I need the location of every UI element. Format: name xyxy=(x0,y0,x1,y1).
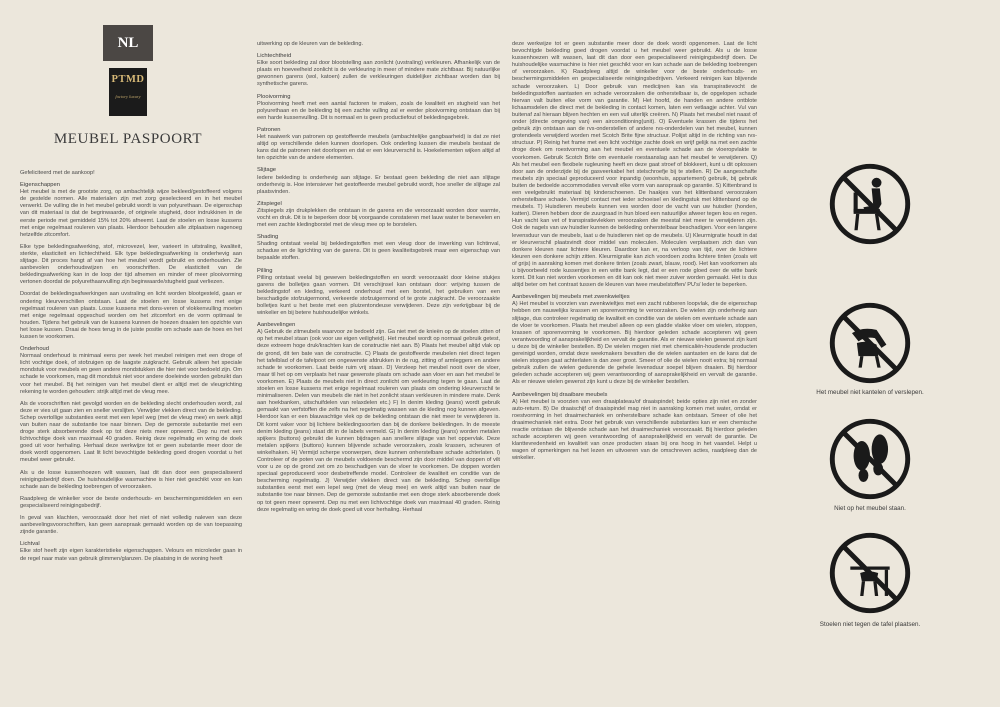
paragraph-text: A) Gebruik de zitmeubels waarvoor ze bedoeld zijn. Ga niet met de knieën op de stoelen zitten of op het meubel staan (ook voor uw eigen veiligheid). Het meubel wordt op normaal gebruik getest, deze extreem hoge druk/krachten kan de constructie niet aan. B) Plaats het meubel altijd vlak op de grond, dit ten bate van de constructie. C) Plaats de gestoffeerde meubelen niet direct tegen het tafelblad of de tafelpoot om ongewenste afdrukken in de rug, zitting of armleggers en andere schade te voorkomen. Laat beide ruim vrij staan. D) Verzleep het meubel nooit over de vloer, maar til het op om verplaats het naar gewenste plaats om schade aan vloer en aan het meubel te voorkomen. E) Plaats de meubels niet in direct zonlicht om verkleuring tegen te gaan. Laat de stoelen en losse kussens met enige regelmaat rouleren van plaats om ondering kleurverschil te minimaliseren. Delen van meubels die niet in het zonlicht staan verkleuren in mindere mate. Denk aan hoekbanken, uitschuifdelen van relaxdelen etc.) F) In denim kleding (jeans) wordt gebruik gemaakt van verfstoffen die zelfs na het regelmatig wassen van de kleding nog kunnen afgeven. Hierdoor kan er een blauwachtige vlek op de bekleding ontstaan die niet meer te verwijderen is. Dit komt vaker voor bij lichtere bekledingsoorten dan bij de donkere bekledingen. In de meeste denim kleding (jeans) staat dit in de labels vermeld. G) In denim kleding (jeans) worden metalen spijkers (buttons) gebruikt die kunnen bijdragen aan snellere slijtage van het oppervlak. Deze metalen spijkers (buttons) kunnen blijvende schade veroorzaken, zoals krassen, scheuren of winkelhaken. H) Vermijd scherpe voorwerpen, deze kunnen onherstelbare schade achterlaten. I) Controleer of de poten van de meubels voldoende beschermd zijn door middel van doppen of vilt voor u ze op de grond zet om zo beschadigen van de vloer te voorkomen. De doppen worden speciaal geproduceerd voor desbetreffende model. Controleer de kwaliteit en conditie van de bescherming regelmatig. J) Verwijder vlekken direct van de bekleding. Schep overtollige substanties eerst met een lepel weg (met de vleug mee) en werk altijd van buiten naar de substantie toe naar binnen. Dep de gemorste substantie met een droge sterk absorberende doek op tot geen meer opneemt. Dep nu met een lichtvochtige doek van maximaal 40 graden. Reinig deze regelmatig en wring de doek goed uit voor herhaling. Herhaal xyxy=(257,329,500,513)
text-column-1 xyxy=(20,170,242,568)
no-chair-against-table-icon xyxy=(829,532,911,614)
no-kneeling-on-chair-icon xyxy=(829,163,911,245)
paragraph xyxy=(20,515,242,536)
paragraph-text: A) Het meubel is voorzien van zwenkwieltjes met een zacht rubberen loopvlak, die de eigenschap hebben om nauwelijks krassen en sporenvorming te veroorzaken. De wielen zijn onderhevig aan slijtage, dus controleer regelmatig de kwaliteit en conditie van de wielen om eventuele schade aan de vloer te voorkomen. Plaats het meubel alleen op een gladde vlakke vloer om wielen, stoppen, krassen of sporenvorming te voorkomen. Bij hierdoor geleden schade accepteren wij geen verantwoording of aansprakelijkheid en vervalt de garantie. Als er nieuwe wielen gewenst zijn kunt u deze bij de winkelier bestellen. B) De wielen mogen niet met chemicaliën-houdende producten gereinigd worden, omdat deze weekmakers bevatten die de wielen aantasten en de kans dat de wielen stoppen gaat achterlaten is dan zeer groot. Smeer of olie de wielen nooit extra; bij normaal gebruik zullen de wielen gedurende de gehele levensduur soepel blijven draaien. Bij hierdoor geleden schade accepteren wij geen verantwoording of aansprakelijkheid en vervalt de garantie. Als er nieuwe wielen gewenst zijn kunt u deze bij de winkelier bestellen. xyxy=(512,301,757,386)
paragraph-text: Het meubel is met de grootste zorg, op ambachtelijk wijze bekleed/gestoffeerd volgens de gestelde normen. Alle materialen zijn met zorg geselecteerd en in het meubel verwerkt. De vulling die in het meubel gebruikt wordt is van polyurethaan. De eigenschap van dit materiaal is dat de begrinwaarde, of originele stugheid, door indrukkinen in de eerste periode met gemiddeld 15% tot 20% afneemt. Laat de stoelen en losse kussens met enige regelmaat rouleren van plaats. Hierdoor behouden alle zitplaatsen nagenoeg hetzelfde zitcomfort. xyxy=(20,189,242,238)
paragraph xyxy=(257,322,500,514)
page-title: MEUBEL PASPOORT xyxy=(53,131,203,147)
paragraph xyxy=(20,401,242,465)
section-heading: Aanbevelingen bij meubels met zwenkwieltjes xyxy=(512,294,630,301)
section-heading: Zitspiegel xyxy=(257,200,282,207)
paragraph-text: Elke type bekledingsafwerking, stof, microvezel, leer, varieert in uitstraling, kwaliteit, sterkte, elasticiteit en lichtechtheid. Elk type bekledingsafwerking is onderhevig aan slijtage. Dit proces hangt af van hoe het meubel wordt gebruikt en onderhouden. Zie aanbevolen onderhoudswijzen en voorschriften. De elasticiteit van de bekledingsafwerking kan in de loop der tijd afnemen en minder of meer plooivorming vertonen doordat de polyurethaanvulling zijn beginwaarde/stugheid gaat verliezen. xyxy=(20,243,242,286)
text-column-3 xyxy=(512,41,757,467)
icon-caption-2: Het meubel niet kantelen of verslepen. xyxy=(816,389,924,396)
paragraph xyxy=(257,268,500,318)
paragraph xyxy=(512,294,757,386)
paragraph xyxy=(512,392,757,463)
section-heading: Plooivorming xyxy=(257,93,291,100)
paragraph xyxy=(20,170,242,177)
language-tab: NL xyxy=(103,25,153,61)
paragraph xyxy=(20,470,242,491)
paragraph-text: Als u de losse kussenhoezen wilt wassen, laat dit dan door een gespecialiseerd reinigingsbedrijf doen. De huishoudelijke wasmachine is hier niet geschikt voor en kan schade aan de bekleding toebrengen of veroorzaken. xyxy=(20,469,242,490)
paragraph-text: Zitspiegels zijn drukplekken die ontstaan in de garens en die veroorzaakt worden door warmte, vocht en druk. Dit is te beperken door bij voorgaande constateren met lauw water te benevelen en met een zachte kledingborstel met de vleug mee op te borstelen. xyxy=(257,207,500,229)
logo-name: PTMD xyxy=(111,74,145,85)
paragraph xyxy=(20,541,242,562)
section-heading: Aanbevelingen xyxy=(257,322,296,329)
paragraph-text: deze werkwijze tot er geen substantie meer door de doek wordt opgenomen. Laat de licht bevochtigde bekleding goed drogen voordat u het meubel weer gebruikt. Als u de losse kussenhoezen wilt wassen, laat dit dan door een gespecialiseerd reinigingsbedrijf doen. De huishoudelijke wasmachine is hier niet geschikt voor en kan schade aan de bekleding toebrengen of veroorzaken. K) Raadpleeg altijd de winkelier voor de beste onderhouds- en beschermingsmiddelen en gespecialiseerde reinigingsbedrijven. Verkeerd reinigen kan blijvende schade veroorzaken. L) Door gebruik van medicijnen kan via transpiratievocht de bekledingsstoffen aantasten en schade veroorzaken die onherstelbaar is, de opgelopen schade hiervan valt buiten elke vorm van garantie. M) Het hoofd, de handen en andere ontblote lichaamsdelen die direct met de bekleding in contact komen, laten een vetlaagje achter. Vul van buitenaf zal hieraan blijven hechten en een vuil uiterlijk creëren. N) Plaats het meubel niet naast of onder (directe omgeving van) een airconditioning(unit). O) Eventuele krassen die tijdens het gebruik zijn ontstaan aan de rvs-onderstellen of andere rvs-onderdelen van het meubel, kunnen grotendeels verwijderd worden met Scotch Brite fijne structuur. Polijst altijd in de richting van rvs-structuur. P) Reinig het frame met een licht vochtige zachte doek en wrijf gelijk na met een zachte droge doek om roestvorming aan het meubel en eventuele schade aan de vloeropvlakte te voorkomen. Gebruik Scotch Brite om eventuele roestaanslag aan het meubel te verwijderen. Q) Als het meubel een flexibele rugleuning heeft en deze gaat stroef of blokkeert, kunt u dit oplossen door aan de onderzijde bij de gasveerkabel het stelschroefje bij te stellen. R) De aangeschafte meubels zijn speciaal geproduceerd voor inpandig (woonhuis, appartement) gebruik, bij gebruik buiten de bedoelde accommodaties vervalt elke vorm van aanspraak op garantie. S) Kittenbrand is een veelgebruikt materiaal bij kinderschoenen. De haakjes van het klittenband veroorzaken onherstelbare schade. Vermijd contact met ieder schoeisel en kledingstuk met klittenband op de meubels. T) Huisdieren meubels kunnen ves worden door de vacht van uw huisdier (honden, katten). Dieren hebben door de zuurgraad in hun bloed een natuurlijke afweer tegen kou en regen. Hun vacht kan vet of transpiratievlekken veroorzaken die meestal niet meer te verwijderen zijn. Ook de nagels van uw huisdier kunnen de bekleding onherstelbaar beschadigen. Voor een langere levensduur van de meubels, laat u de huisdieren niet op de meubels. U) Kleurmigratie houdt in dat er kleurverschil plaatsvindt door middel van moleculen. Moleculen verplaatsen zich dan van donkere kleuren naar lichtere kleuren. Daardoor kan er, na verloop van tijd, over de lichtere kleuren een donkere schijn zitten. Kleurmigratie kan zich voordoen zodra lichtere tinten (zoals wit of grijs) in aanraking komen met donkere tinten (zoals zwart, blauw, rood). Het kan voorkomen als u bijvoorbeeld rode kussentjes in een witte bank legt, dat er een rode gloed over de witte bank komt. Dit kan niet worden voorkomen en dit kan ook niet meer zuiver worden gemaakt. Het is dus altijd beter om het contrast tussen de kleuren van twee meubelstoffen/ PU's/ leder te beperken. xyxy=(512,41,757,289)
paragraph-text: In geval van klachten, veroorzaakt door het niet of niet volledig naleven van deze aanbevelingsvoorschriften, kan geen aanspraak gemaakt worden op de van toepassing zijnde garantie. xyxy=(20,515,242,536)
section-heading: Lichtechtheid xyxy=(257,53,292,60)
paragraph xyxy=(512,41,757,289)
paragraph-text: uitwerking op de kleuren van de bekleding. xyxy=(257,41,364,47)
paragraph xyxy=(257,127,500,162)
paragraph-text: Elke stof heeft zijn eigen karakteristieke eigenschappen. Velours en microleder gaan in de regel naar mate van gebruik glimmen/glanzen. De plaatsing in de woning heeft xyxy=(20,548,242,562)
section-heading: Eigenschappen xyxy=(20,182,60,189)
paragraph-text: Normaal onderhoud is minimaal eens per week het meubel reinigen met een droge of licht vochtige doek, of stofzuigen op de laagste zuigkracht. Gebruik alleen het speciale mondstuk voor meubels en geen andere mondstukken die hier niet voor bedoeld zijn. Om schade te voorkomen, mag dit mondstuk niet voor andere doeleinde worden gebruikt dan voor het meubel. Bij het reinigen van het meubel dient er altijd met de vleugrichting rekening te worden gehouden: strijk altijd met de vleug mee. xyxy=(20,353,242,395)
section-heading: Patronen xyxy=(257,126,281,133)
paragraph xyxy=(20,244,242,287)
paragraph-text: Shading ontstaat veelal bij bekledingstoffen met een vleug door de inwerking van lichtinval, schaduw en de ligrichting van de garens. Dit is geen kwaliteitsgebrek maar een eigenschap van bepaalde stoffen. xyxy=(257,241,500,262)
paragraph-text: Iedere bekleding is onderhevig aan slijtage. Er bestaat geen bekleding die niet aan slijtage onderhevig is. Hoe intensiever het gestoffeerde meubel gebruikt wordt, hoe sneller de slijtage zal plaatsvinden. xyxy=(257,174,500,195)
section-heading: Onderhoud xyxy=(20,346,50,353)
paragraph-text: Raadpleeg de winkelier voor de beste onderhouds- en beschermingsmiddelen en een gespecialiseerd reinigingsbedrijf. xyxy=(20,495,242,509)
section-heading: Lichtval xyxy=(20,541,40,548)
paragraph xyxy=(20,346,242,396)
no-sitting-on-armrest-icon xyxy=(829,302,911,384)
logo-slogan: factory luxury xyxy=(115,94,141,99)
paragraph-text: A) Het meubel is voorzien van een draaiplateau/of draaispindel; beide opties zijn niet en zonder auto-return. B) De draaischijf of draaispindel mag niet in aanraking komen met water, omdat er roestvorming in het draaimechaniek en onherstelbare schade kan ontstaan. Smeer of olie het draaimechaniek niet extra. Door het gebruik van verschillende substanties kan er een chemische reactie ontstaan die blijvende schade aan het draaimechaniek veroorzaakt. Bij hierdoor geleden schade accepteren wij geen verantwoording of aansprakelijkheid en vervalt de garantie. De klanttevredenheid en kwaliteit van onze producten staan bij ons hoog in het vaandel. Helpt u wagen of opmerkingen na het lezen en uitvoeren van de omschreven acties, raadpleeg dan de winkelier. xyxy=(512,398,757,462)
icon-caption-4: Stoelen niet tegen de tafel plaatsen. xyxy=(819,621,921,628)
ptmd-logo xyxy=(109,68,147,116)
paragraph-text: Pilling ontstaat veelal bij geweven bekledingstoffen en wordt veroorzaakt door kleine stukjes garens die bolletjes gaan vormen. Dit verschijnsel kan ontstaan door: wrijving tussen de bekledingstof en kleding, verkeerd onderhoud met een borstel, het gebruiken van een beschadigde stofzuigermond, verkeerde stofzuigermond of te grote zuigkracht. De veroorzaakte bolletjes kunt u het beste met een pluizentondeuse verwijderen. Deze zijn verkrijgbaar bij de winkelier en bij betere huishoudelijke winkels. xyxy=(257,274,500,317)
paragraph-text: Elke soort bekleding zal door blootstelling aan zonlicht (uvstraling) verkleuren. Afhankelijk van de plaats en hoeveelheid zonlicht is de verkleuring in meer of mindere mate zichtbaar. Bij natuurlijke gewonnen garens (wol, katoen) zullen de verkleuringen duidelijker zichtbaar worden dan bij synthetische garens. xyxy=(257,60,500,88)
paragraph xyxy=(257,234,500,262)
section-heading: Slijtage xyxy=(257,167,277,174)
paragraph xyxy=(257,167,500,195)
paragraph xyxy=(20,291,242,341)
paragraph-text: Gefeliciteerd met de aankoop! xyxy=(20,170,95,176)
paragraph xyxy=(20,496,242,510)
paragraph-text: Het naaiwerk van patronen op gestoffeerde meubels (ambachtelijke gangbaarheid) is dat ze niet altijd op verschillende delen kunnen doorlopen. Ook onderling kussen die meubels bestaat de kans dat de patronen niet doorlopen en dat er een kleurverschil is. Hoekelementen wijken altijd af ten opzichte van de andere elementen. xyxy=(257,134,500,162)
icon-caption-3: Niet op het meubel staan. xyxy=(834,505,906,512)
paragraph-text: Als de voorschriften niet gevolgd worden en de bekleding slecht onderhouden wordt, zal deze er vies uit gaan zien en sneller verslijten. Verwijder vlekken direct van de bekleding. Schep overtollige substanties eerst met een lepel weg (met de vleug mee) en werk altijd van buiten naar de substantie toe naar binnen. Dep de gemorste substantie met een droge sterk absorberende doek op tot deze niets meer opneemt. Dep nu met een lichtvochtige doek van maximaal 40 graden. Reinig deze regelmatig en wring de doek goed uit voor herhaling. Herhaal deze werkwijze tot er geen substantie meer door de doek wordt opgenomen. Laat lit licht bevochtigde bekleding goed drogen voordat u het meubel weer gebruikt. xyxy=(20,400,242,464)
section-heading: Shading xyxy=(257,234,279,241)
text-column-2 xyxy=(257,41,500,519)
paragraph xyxy=(20,182,242,239)
paragraph xyxy=(257,53,500,88)
paragraph xyxy=(257,94,500,122)
paragraph-text: Plooivorming heeft met een aantal factoren te maken, zoals de kwaliteit en stugheid van het polyurethaan en de bekleding bij een zachte vulling zal er eerder plooivorming ontstaan dan bij een harde kussenvulling. Dit is normaal en is geen productiefout of bekledingsgebrek. xyxy=(257,100,500,121)
paragraph-text: Doordat de bekledingsafwerkingen aan uvstraling en licht worden blootgesteld, gaan er ondering kleurverschillen ontstaan. Laat de stoelen en losse kussens met enige regelmaat rouleren van plaats. Losse kussens met dons-veren of vlokkenvulling moeten met enige regelmaat opgeschud worden om het zitcomfort en de vorm optimaal te houden. Tijdens het gebruik van de kussens kunnen de hoezen draaien ten opzichte van het losse kussen. Draai de hoes terug in de juiste positie om schade aan de hoes en het kussen te voorkomen. xyxy=(20,291,242,340)
paragraph xyxy=(257,201,500,229)
section-heading: Aanbevelingen bij draaibare meubels xyxy=(512,391,608,398)
section-heading: Pilling xyxy=(257,267,273,274)
paragraph xyxy=(257,41,500,48)
no-standing-on-furniture-icon xyxy=(829,418,911,500)
